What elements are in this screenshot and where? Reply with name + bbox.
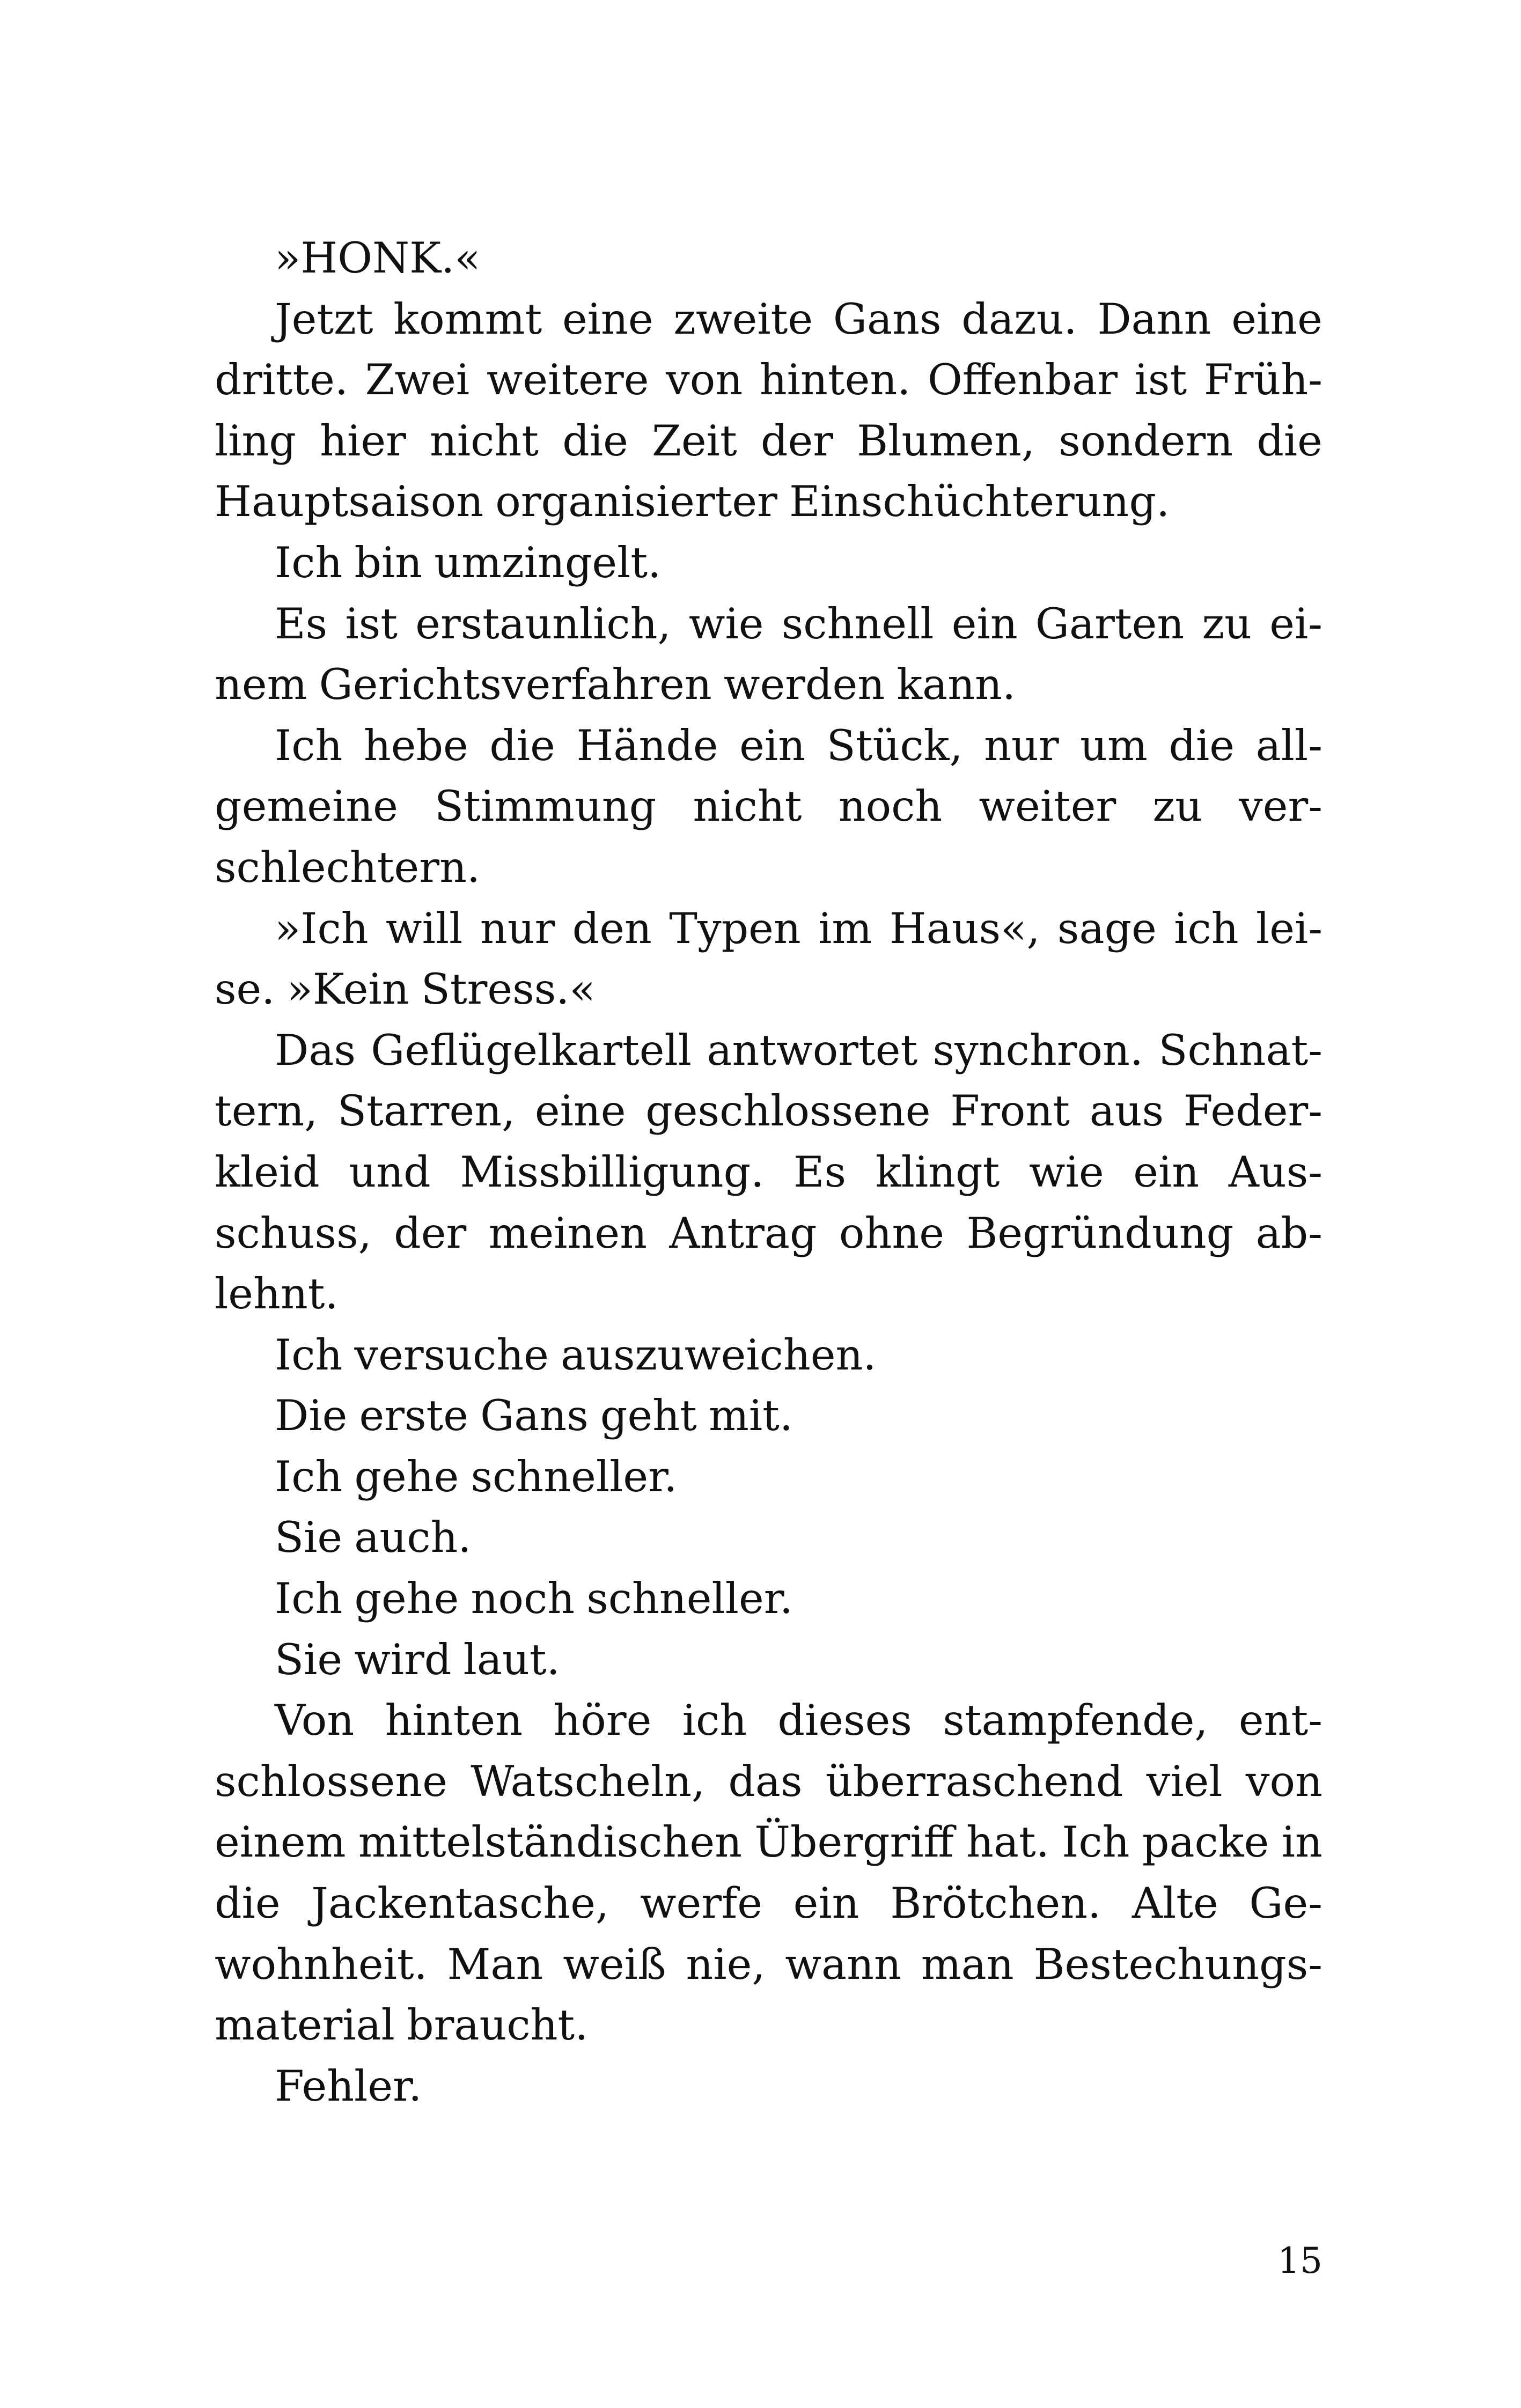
- text-line: Ich gehe noch schneller.: [275, 1574, 793, 1624]
- text-line: schuss, der meinen Antrag ohne Begründung ab-: [215, 1208, 1322, 1258]
- text-line: Jetzt kommt eine zweite Gans dazu. Dann eine: [275, 294, 1322, 344]
- text-line: se. »Kein Stress.«: [215, 964, 596, 1014]
- text-line: Sie wird laut.: [275, 1634, 560, 1684]
- text-line: nem Gerichtsverfahren werden kann.: [215, 660, 1016, 710]
- text-line: Es ist erstaunlich, wie schnell ein Garten zu ei-: [275, 599, 1322, 649]
- text-line: einem mittelständischen Übergriff hat. Ich packe in: [215, 1817, 1322, 1867]
- text-line: Die erste Gans geht mit.: [275, 1391, 793, 1441]
- text-line: Ich versuche auszuweichen.: [275, 1330, 877, 1380]
- body-text: [215, 228, 1322, 2117]
- text-line: Von hinten höre ich dieses stampfende, ent-: [275, 1696, 1322, 1746]
- text-line: tern, Starren, eine geschlossene Front aus Feder-: [215, 1086, 1322, 1136]
- text-line: Fehler.: [275, 2061, 422, 2111]
- text-line: kleid und Missbilligung. Es klingt wie ein Aus-: [215, 1147, 1322, 1197]
- text-line: Sie auch.: [275, 1513, 472, 1563]
- text-line: wohnheit. Man weiß nie, wann man Bestechungs-: [215, 1939, 1322, 1989]
- text-line: »Ich will nur den Typen im Haus«, sage ich lei-: [275, 903, 1322, 953]
- text-line: lehnt.: [215, 1269, 339, 1319]
- text-line: schlossene Watscheln, das überraschend viel von: [215, 1756, 1322, 1806]
- text-line: Ich hebe die Hände ein Stück, nur um die all-: [275, 720, 1322, 770]
- text-line: material braucht.: [215, 2000, 589, 2050]
- page-number: 15: [1277, 2240, 1322, 2281]
- text-line: gemeine Stimmung nicht noch weiter zu ver-: [215, 782, 1322, 831]
- text-line: Das Geflügelkartell antwortet synchron. Schnat-: [275, 1025, 1322, 1075]
- text-line: Ich bin umzingelt.: [275, 537, 662, 587]
- text-line: Ich gehe schneller.: [275, 1452, 678, 1501]
- text-line: Hauptsaison organisierter Einschüchterung.: [215, 477, 1170, 527]
- text-line: die Jackentasche, werfe ein Brötchen. Alte Ge-: [215, 1879, 1322, 1928]
- text-line: dritte. Zwei weitere von hinten. Offenbar ist Früh-: [215, 355, 1322, 405]
- text-line: »HONK.«: [275, 233, 481, 283]
- text-line: schlechtern.: [215, 842, 481, 892]
- text-line: ling hier nicht die Zeit der Blumen, sondern die: [215, 416, 1322, 466]
